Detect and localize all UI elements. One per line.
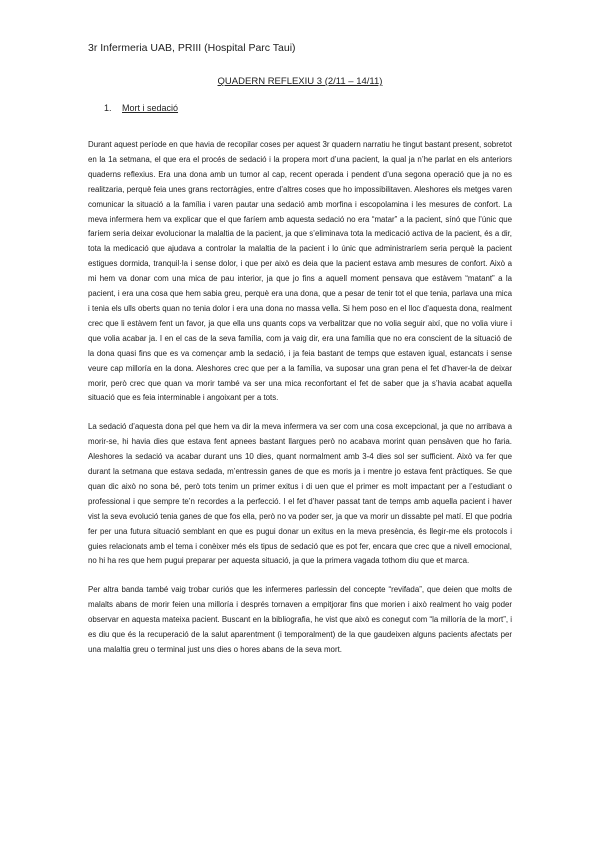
course-header: 3r Infermeria UAB, PRIII (Hospital Parc Taui) bbox=[88, 42, 296, 54]
section-heading bbox=[104, 103, 178, 113]
section-number: 1. bbox=[104, 103, 112, 113]
paragraph: Durant aquest període en que havia de recopilar coses per aquest 3r quadern narratiu he tingut bastant present, sobretot en la 1a setmana, el que era el procés de sedació i la propera mort d’una pacient, la qual ja n’he parlat en els anteriors quaderns reflexius. Era una dona amb un tumor al cap, recent operada i pendent d’una segona operació que ja no es realitzaria, perquè feia unes grans rectorràgies, entre d’altres coses que ho impossibilitaven. Aleshores els metges varen comunicar la situació a la família i varen pautar una sedació amb morfina i escopolamina i les mesures de confort. La meva infermera hem va explicar que el que faríem amb aquesta sedació no era “matar” a la pacient, sínó que l’únic que faríem seria deixar evolucionar la malaltia de la pacient, ja que s’eliminava tota la medicació activa de la pacient, és a dir, tota la medicació que ajudava a controlar la malaltia de la pacient i lo únic que administraríem seria perquè la pacient estigues dormida, tranquil·la i sense dolor, i que per això es deia que la pacient estava amb mesures de confort. Això a mi hem va donar com una mica de pau interior, ja que jo fins a aquell moment pensava que estàvem “matant” a la pacient, i era una cosa que hem sabia greu, perquè era una dona, que a pesar de tenir tot el que tenia, parlava una mica i tenia els ulls oberts quan no tenia dolor i era una dona no massa vella. Si hem poso en el lloc d’aquesta dona, realment crec que li estàvem fent un favor, ja que ella uns quants cops va verbalitzar que no volia seguir així, que no volia viure i que volia acabar ja. I en el cas de la seva família, com ja vaig dir, era una família que no era conscient de la situació de la dona quasi fins que es va començar amb la sedació, i ja feia bastant de temps que estaven igual, estancats i sense veure cap milloría en la dona. Aleshores crec que per a la família, va suposar una gran pena el fet d’haver-la de deixar morir, però crec que quan va morir també va ser una mica reconfortant el fet de saber que ja s’havia acabat aquella situació que es feia interminable i angoixant per a tots. bbox=[88, 140, 512, 403]
paragraph: Per altra banda també vaig trobar curiós que les infermeres parlessin del concepte “revifada”, que deien que molts de malalts abans de morir feien una milloría i després tornaven a empitjorar fins que morien i això realment ho vaig poder observar en aquesta mateixa pacient. Buscant en la bibliografia, he vist que això es conegut com “la milloría de la mort”, i es diu que és la recuperació de la salut aparentment (i temporalment) de la que gaudeixen alguns pacients afectats per una malaltia greu o terminal just uns dies o hores abans de la seva mort. bbox=[88, 585, 512, 654]
document-title: QUADERN REFLEXIU 3 (2/11 – 14/11) bbox=[217, 76, 383, 87]
section-title: Mort i sedació bbox=[122, 103, 179, 113]
paragraph: La sedació d’aquesta dona pel que hem va dir la meva infermera va ser com una cosa excepcional, ja que no arribava a morir-se, hi havia dies que estava fent apnees bastant llargues però no acabava morint quan pensàven que ho faria. Aleshores la sedació va acabar durant uns 10 dies, quant normalment amb 3-4 dies sol ser sufficient. Això va fer que durant la setmana que estava sedada, m’entressin ganes de que es moris ja i mentre jo estava fent pràctiques. Se que quan dic això no sona bé, però tots tenim un primer exitus i di uen que el primer es molt impactant per a l’estudiant o professional i que sempre te’n recordes a la perfecció. I el fet d’haver passat tant de temps amb aquella pacient i haver vist la seva evolució tenia ganes de que fos ella, però no va poder ser, ja que va morir un dissabte pel matí. El que podria fer per una futura situació semblant en que es pugui donar un exitus en la meva presència, és llegir-me els protocols i guies relacionats amb el tema i conèixer més els tipus de sedació que es pot fer, encara que crec que a nivell emocional, no hi ha res que hem pugui preparar per aquesta situació, ja que la primera vagada tothom diu que et marca. bbox=[88, 422, 512, 566]
body-text bbox=[88, 138, 512, 658]
